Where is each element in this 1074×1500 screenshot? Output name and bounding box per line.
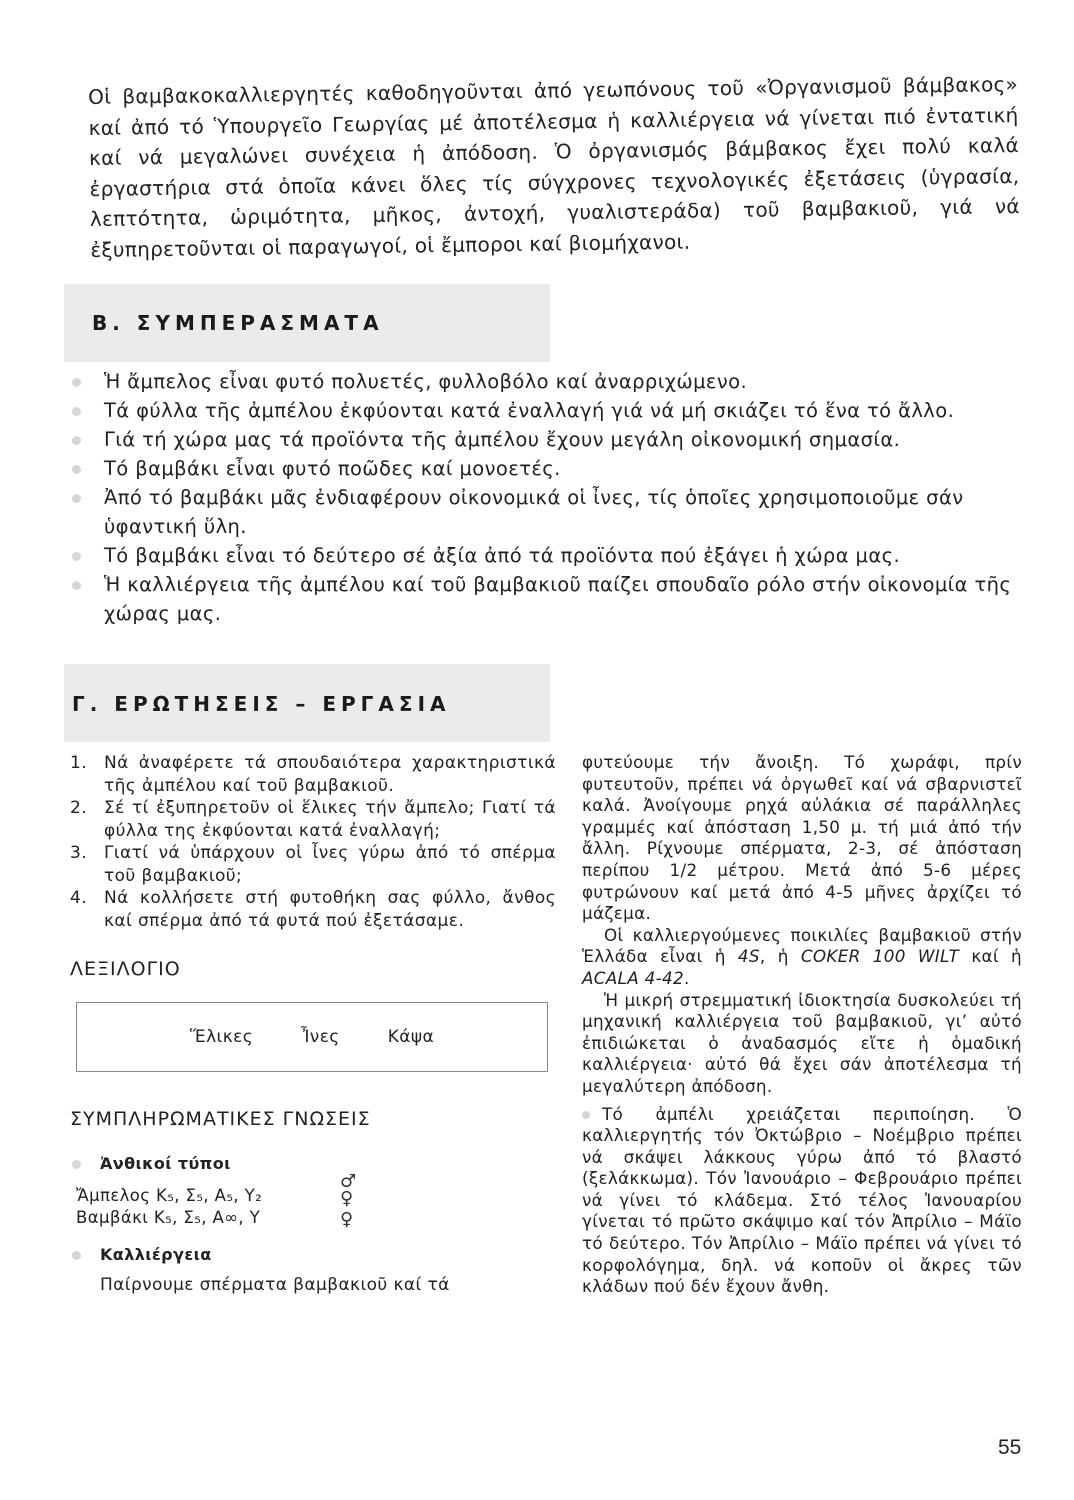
- question-number: 1.: [70, 753, 88, 773]
- conclusions-list: [70, 367, 1020, 628]
- supplementary-heading: ΣΥΜΠΛΗΡΩΜΑΤΙΚΕΣ ΓΝΩΣΕΙΣ: [70, 1108, 371, 1130]
- section-b-title: Β. ΣΥΜΠΕΡΑΣΜΑΤΑ: [92, 311, 384, 335]
- paragraph-varieties: Οἱ καλλιεργούμενες ποικιλίες βαμβακιοῦ στήν Ἑλλάδα εἶναι ἡ 4S, ἡ COKER 100 WILT καί ἡ ACALA 4-42.: [582, 924, 1022, 988]
- paragraph-sowing: φυτεύουμε τήν ἄνοιξη. Τό χωράφι, πρίν φυτευτοῦν, πρέπει νά ὀργωθεῖ καί νά σβαρνιστεῖ καλά. Ἀνοίγουμε ρηχά αὐλάκια σέ παράλληλες γραμμές καί ἀπόσταση 1,50 μ. τή μιά ἀπό τήν ἄλλη. Ρίχνουμε σπέρματα, 2-3, σέ ἀπόσταση περίπου 1/2 μέτρου. Μετά ἀπό 5-6 μέρες φυτρώνουν καί μετά ἀπό 4-5 μῆνες ἀρχίζει τό μάζεμα.: [582, 752, 1022, 924]
- intro-paragraph: Οἱ βαμβακοκαλλιεργητές καθοδηγοῦνται ἀπό γεωπόνους τοῦ «Ὀργανισμοῦ βάμβακος» καί ἀπό τό Ὑπουργεῖο Γεωργίας μέ ἀποτέλεσμα ἡ καλλιέργεια νά γίνεται πιό ἐντατική καί νά μεγαλώνει συνέχεια ἡ ἀπόδοση. Ὁ ὀργανισμός βάμβακος ἔχει πολύ καλά ἐργαστήρια στά ὁποῖα κάνει ὅλες τίς σύγχρονες τεχνολογικές ἐξετάσεις (ὑγρασία, λεπτότητα, ὡριμότητα, μῆκος, ἀντοχή, γυαλιστεράδα) τοῦ βαμβακιοῦ, γιά νά ἐξυπηρετοῦνται οἱ παραγωγοί, οἱ ἔμποροι καί βιομήχανοι.: [88, 72, 1020, 262]
- question-item: [70, 842, 556, 887]
- question-number: 2.: [70, 798, 88, 818]
- formula-vine: Ἄμπελος K₅, Σ₅, A₅, Y₂: [76, 1186, 263, 1205]
- bullet-dot-icon: [72, 1251, 81, 1260]
- question-item: [70, 797, 556, 842]
- list-item: Τό βαμβάκι εἶναι φυτό ποῶδες καί μονοετές.: [70, 454, 1020, 483]
- question-number: 4.: [70, 888, 88, 908]
- list-item: Ἡ ἄμπελος εἶναι φυτό πολυετές, φυλλοβόλο καί ἀναρριχώμενο.: [70, 367, 1020, 396]
- bullet-dot-icon: [72, 465, 81, 474]
- paragraph-vineyard-care: Τό ἀμπέλι χρειάζεται περιποίηση. Ὁ καλλιεργητής τόν Ὀκτώβριο – Νοέμβριο πρέπει νά σκάψει λάκκους γύρω ἀπό τό βλαστό (ξελάκκωμα). Τόν Ἰανουάριο – Φεβρουάριο πρέπει νά γίνει τό κλάδεμα. Στό τέλος Ἰανουαρίου γίνεται τό πρῶτο σκάψιμο καί τόν Ἀπρίλιο – Μάϊο τό δεύτερο. Τόν Ἀπρίλιο – Μάϊο πρέπει νά γίνει τό κορφολόγημα, δηλ. νά κοποῦν οἱ ἄκρες τῶν κλάδων πού δέν ἔχουν ἄνθη.: [582, 1103, 1022, 1297]
- paragraph-ownership: Ἡ μικρή στρεμματική ἰδιοκτησία δυσκολεύει τή μηχανική καλλιέργεια τοῦ βαμβακιοῦ, γι’ αὐτό ἐπιδιώκεται ὁ ἀναδασμός εἴτε ἡ ὁμαδική καλλιέργεια· αὐτό θά ἔχει σάν ἀποτέλεσμα τή μεγαλύτερη ἀπόδοση.: [582, 989, 1022, 1096]
- left-column: [70, 752, 556, 1296]
- question-text: Νά ἀναφέρετε τά σπουδαιότερα χαρακτηριστικά τῆς ἀμπέλου καί τοῦ βαμβακιοῦ.: [104, 753, 556, 796]
- bullet-dot-icon: [72, 552, 81, 561]
- female-symbol-icon: ♀: [340, 1188, 354, 1209]
- vocabulary-word: Ἕλικες: [189, 1027, 254, 1047]
- question-number: 3.: [70, 843, 88, 863]
- list-item: Ἀπό τό βαμβάκι μᾶς ἐνδιαφέρουν οἰκονομικά οἱ ἶνες, τίς ὁποῖες χρησιμοποιοῦμε σάν ὑφαντική ὕλη.: [70, 483, 1020, 541]
- bullet-dot-icon: [72, 1160, 81, 1169]
- flower-types-heading: Ἀνθικοί τύποι: [70, 1154, 556, 1173]
- flower-formulas: [70, 1171, 556, 1230]
- list-item: Ἡ καλλιέργεια τῆς ἀμπέλου καί τοῦ βαμβακιοῦ παίζει σπουδαῖο ρόλο στήν οἰκονομία τῆς χώρας μας.: [70, 570, 1020, 628]
- vocabulary-box: [76, 1002, 548, 1072]
- cultivation-text: Παίρνουμε σπέρματα βαμβακιοῦ καί τά: [100, 1275, 450, 1295]
- right-column: [582, 752, 1022, 1298]
- bullet-dot-icon: [72, 436, 81, 445]
- question-text: Γιατί νά ὑπάρχουν οἱ ἶνες γύρω ἀπό τό σπέρμα τοῦ βαμβακιοῦ;: [104, 843, 556, 886]
- questions-list: [70, 752, 556, 932]
- female-symbol-icon: ♀: [340, 1209, 354, 1230]
- list-item: Γιά τή χώρα μας τά προϊόντα τῆς ἀμπέλου ἔχουν μεγάλη οἰκονομική σημασία.: [70, 425, 1020, 454]
- bullet-dot-icon: [72, 407, 81, 416]
- bullet-dot-icon: [72, 378, 81, 387]
- question-text: Σέ τί ἐξυπηρετοῦν οἱ ἕλικες τήν ἄμπελο; Γιατί τά φύλλα της ἐκφύονται κατά ἐναλλαγή;: [104, 798, 556, 841]
- bullet-dot-icon: [72, 581, 81, 590]
- page-number: 55: [998, 1436, 1022, 1459]
- section-c-title: Γ. ΕΡΩΤΗΣΕΙΣ – ΕΡΓΑΣΙΑ: [72, 692, 451, 716]
- question-text: Νά κολλήσετε στή φυτοθήκη σας φύλλο, ἄνθος καί σπέρμα ἀπό τά φυτά πού ἐξετάσαμε.: [104, 888, 556, 931]
- list-item: Τό βαμβάκι εἶναι τό δεύτερο σέ ἀξία ἀπό τά προϊόντα πού ἐξάγει ἡ χώρα μας.: [70, 541, 1020, 570]
- male-symbol-icon: ♂: [340, 1171, 357, 1192]
- formula-cotton: Βαμβάκι K₅, Σ₅, A∞, Y: [76, 1208, 261, 1227]
- vocabulary-word: Ἶνες: [301, 1027, 340, 1047]
- bullet-dot-icon: [582, 1111, 590, 1119]
- vocabulary-word: Κάψα: [387, 1027, 435, 1047]
- question-item: [70, 752, 556, 797]
- list-item: Τά φύλλα τῆς ἀμπέλου ἐκφύονται κατά ἐναλλαγή γιά νά μή σκιάζει τό ἕνα τό ἄλλο.: [70, 396, 1020, 425]
- vocabulary-heading: ΛΕΞΙΛΟΓΙΟ: [70, 958, 181, 980]
- question-item: [70, 887, 556, 932]
- cultivation-heading: Καλλιέργεια: [70, 1245, 556, 1264]
- bullet-dot-icon: [72, 494, 81, 503]
